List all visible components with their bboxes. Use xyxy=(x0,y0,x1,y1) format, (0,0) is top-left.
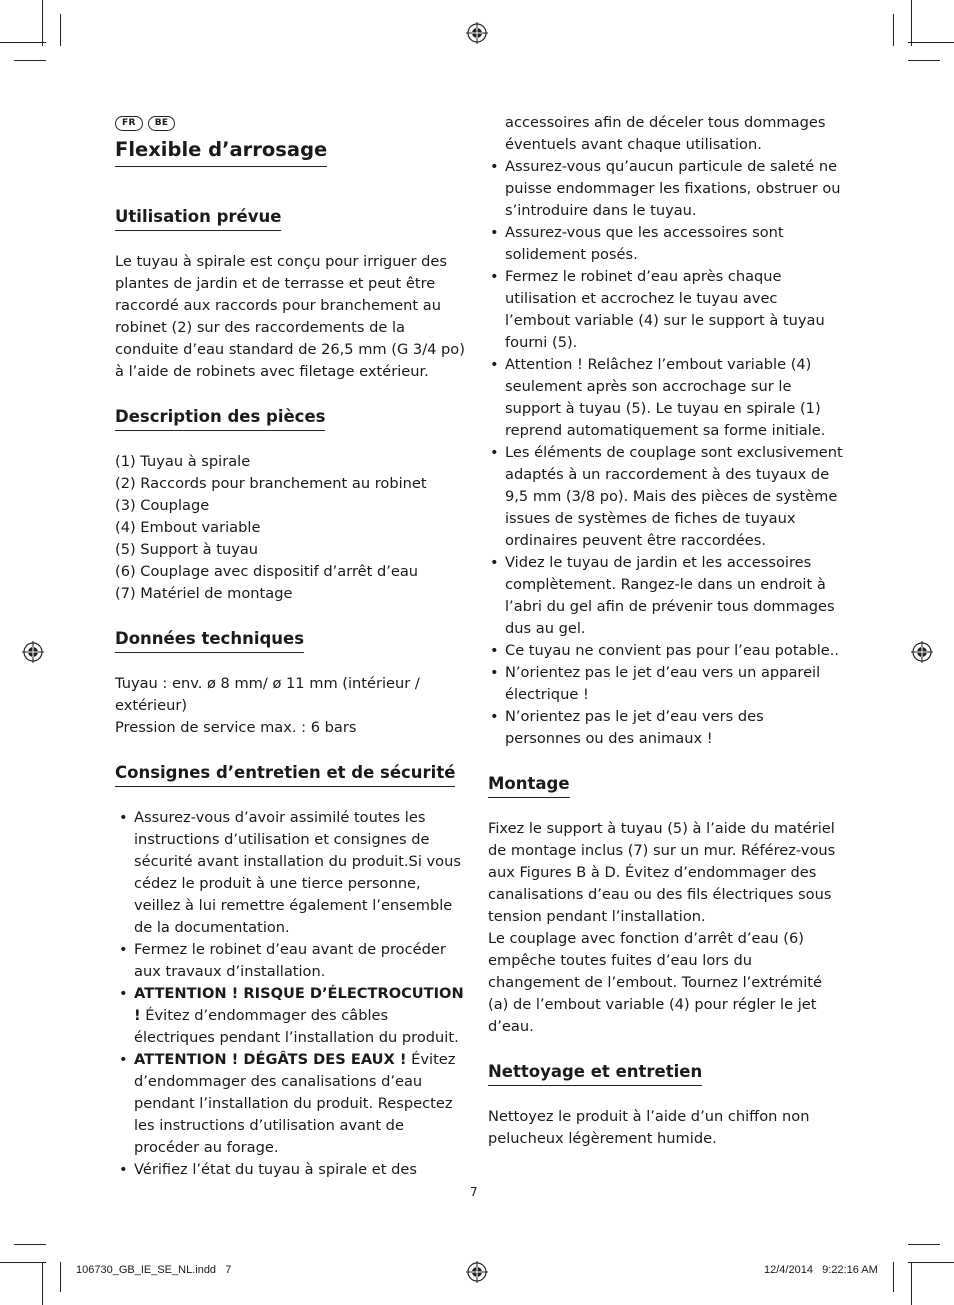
parts-item: (7) Matériel de montage xyxy=(115,585,293,602)
safety-list xyxy=(117,807,470,1181)
page-number: 7 xyxy=(470,1185,478,1199)
crop-mark xyxy=(60,1262,61,1292)
crop-mark xyxy=(908,1262,954,1263)
crop-mark xyxy=(911,1262,912,1305)
tech-line-1: Tuyau : env. ø 8 mm/ ø 11 mm (intérieur / extérieur) xyxy=(115,675,420,714)
warning-text: Évitez d’endommager des câbles électriques pendant l’installation du produit. xyxy=(134,1007,459,1046)
right-column xyxy=(488,112,843,1150)
badge-fr: FR xyxy=(115,116,143,131)
crop-mark xyxy=(42,0,43,46)
tech-line-2: Pression de service max. : 6 bars xyxy=(115,719,357,736)
mounting-text-1: Fixez le support à tuyau (5) à l’aide du matériel de montage inclus (7) sur un mur. Référez-vous aux Figures B à D. Évitez d’endommager des canalisations d’eau ou des fils électriques sous tension pendant l’installation. xyxy=(488,820,836,925)
parts-item: (6) Couplage avec dispositif d’arrêt d’eau xyxy=(115,563,419,580)
safety-list-continued xyxy=(488,156,843,750)
heading-cleaning: Nettoyage et entretien xyxy=(488,1060,702,1086)
registration-mark-icon xyxy=(911,641,933,663)
parts-item: (4) Embout variable xyxy=(115,519,261,536)
crop-mark xyxy=(908,42,954,43)
registration-mark-icon xyxy=(466,1261,488,1283)
crop-mark xyxy=(908,1244,940,1245)
page-title: Flexible d’arrosage xyxy=(115,135,327,167)
parts-item: (2) Raccords pour branchement au robinet xyxy=(115,475,427,492)
safety-item: • Les éléments de couplage sont exclusivement adaptés à un raccordement à des tuyaux de 9,5 mm (3/8 po). Mais des pièces de système issues de systèmes de fiches de tuyaux ordinaires peuvent être raccordées. xyxy=(488,442,843,552)
crop-mark xyxy=(893,1262,894,1292)
crop-mark xyxy=(0,1262,46,1263)
safety-item: • N’orientez pas le jet d’eau vers des personnes ou des animaux ! xyxy=(488,706,843,750)
warning-label: ATTENTION ! RISQUE D’ÉLECTROCUTION ! xyxy=(134,985,464,1024)
safety-item-electric xyxy=(117,983,470,1049)
safety-item: • Assurez-vous que les accessoires sont solidement posés. xyxy=(488,222,843,266)
safety-item: • N’orientez pas le jet d’eau vers un appareil électrique ! xyxy=(488,662,843,706)
crop-mark xyxy=(908,60,940,61)
safety-item-continuation: accessoires afin de déceler tous dommages éventuels avant chaque utilisation. xyxy=(505,114,826,153)
crop-mark xyxy=(14,1244,46,1245)
crop-mark xyxy=(0,42,46,43)
warning-text: Évitez d’endommager des canalisations d’eau pendant l’installation du produit. Respectez les instructions d’utilisation avant de procéder au forage. xyxy=(134,1051,456,1156)
parts-item: (5) Support à tuyau xyxy=(115,541,259,558)
safety-item: • Vérifiez l’état du tuyau à spirale et des xyxy=(117,1159,470,1181)
parts-item: (3) Couplage xyxy=(115,497,210,514)
language-badges xyxy=(115,112,470,134)
safety-item: • Attention ! Relâchez l’embout variable (4) seulement après son accrochage sur le support à tuyau (5). Le tuyau en spirale (1) reprend automatiquement sa forme initiale. xyxy=(488,354,843,442)
registration-mark-icon xyxy=(22,641,44,663)
heading-mounting: Montage xyxy=(488,772,570,798)
footer-timestamp: 12/4/2014 9:22:16 AM xyxy=(764,1264,878,1276)
left-column xyxy=(115,112,470,1181)
safety-item: • Assurez-vous qu’aucun particule de saleté ne puisse endommager les fixations, obstruer ou s’introduire dans le tuyau. xyxy=(488,156,843,222)
footer-file-name: 106730_GB_IE_SE_NL.indd 7 xyxy=(76,1264,232,1276)
cleaning-text: Nettoyez le produit à l’aide d’un chiffon non pelucheux légèrement humide. xyxy=(488,1108,810,1147)
warning-label: ATTENTION ! DÉGÂTS DES EAUX ! xyxy=(134,1051,407,1068)
crop-mark xyxy=(60,14,61,46)
parts-list xyxy=(115,451,470,605)
badge-be: BE xyxy=(148,116,176,131)
intended-use-text: Le tuyau à spirale est conçu pour irriguer des plantes de jardin et de terrasse et peut être raccordé aux raccords pour branchement au robinet (2) sur des raccordements de la conduite d’eau standard de 26,5 mm (G 3/4 po) à l’aide de robinets avec filetage extérieur. xyxy=(115,253,465,380)
crop-mark xyxy=(893,14,894,46)
parts-item: (1) Tuyau à spirale xyxy=(115,453,251,470)
heading-intended-use: Utilisation prévue xyxy=(115,205,281,231)
safety-item: • Ce tuyau ne convient pas pour l’eau potable.. xyxy=(488,640,843,662)
registration-mark-icon xyxy=(466,22,488,44)
safety-item: • Assurez-vous d’avoir assimilé toutes les instructions d’utilisation et consignes de sécurité avant installation du produit.Si vous cédez le produit à une tierce personne, veillez à lui remettre également l’ensemble de la documentation. xyxy=(117,807,470,939)
crop-mark xyxy=(42,1262,43,1305)
mounting-text-2: Le couplage avec fonction d’arrêt d’eau (6) empêche toutes fuites d’eau lors du changement de l’embout. Tournez l’extrémité (a) de l’embout variable (4) pour régler le jet d’eau. xyxy=(488,930,823,1035)
safety-item: • Videz le tuyau de jardin et les accessoires complètement. Rangez-le dans un endroit à l’abri du gel afin de prévenir tous dommages dus au gel. xyxy=(488,552,843,640)
crop-mark xyxy=(911,0,912,46)
heading-parts: Description des pièces xyxy=(115,405,325,431)
safety-item: • Fermez le robinet d’eau avant de procéder aux travaux d’installation. xyxy=(117,939,470,983)
safety-item-water xyxy=(117,1049,470,1159)
heading-tech-data: Données techniques xyxy=(115,627,304,653)
heading-safety: Consignes d’entretien et de sécurité xyxy=(115,761,455,787)
safety-item: • Fermez le robinet d’eau après chaque utilisation et accrochez le tuyau avec l’embout variable (4) sur le support à tuyau fourni (5). xyxy=(488,266,843,354)
crop-mark xyxy=(14,60,46,61)
